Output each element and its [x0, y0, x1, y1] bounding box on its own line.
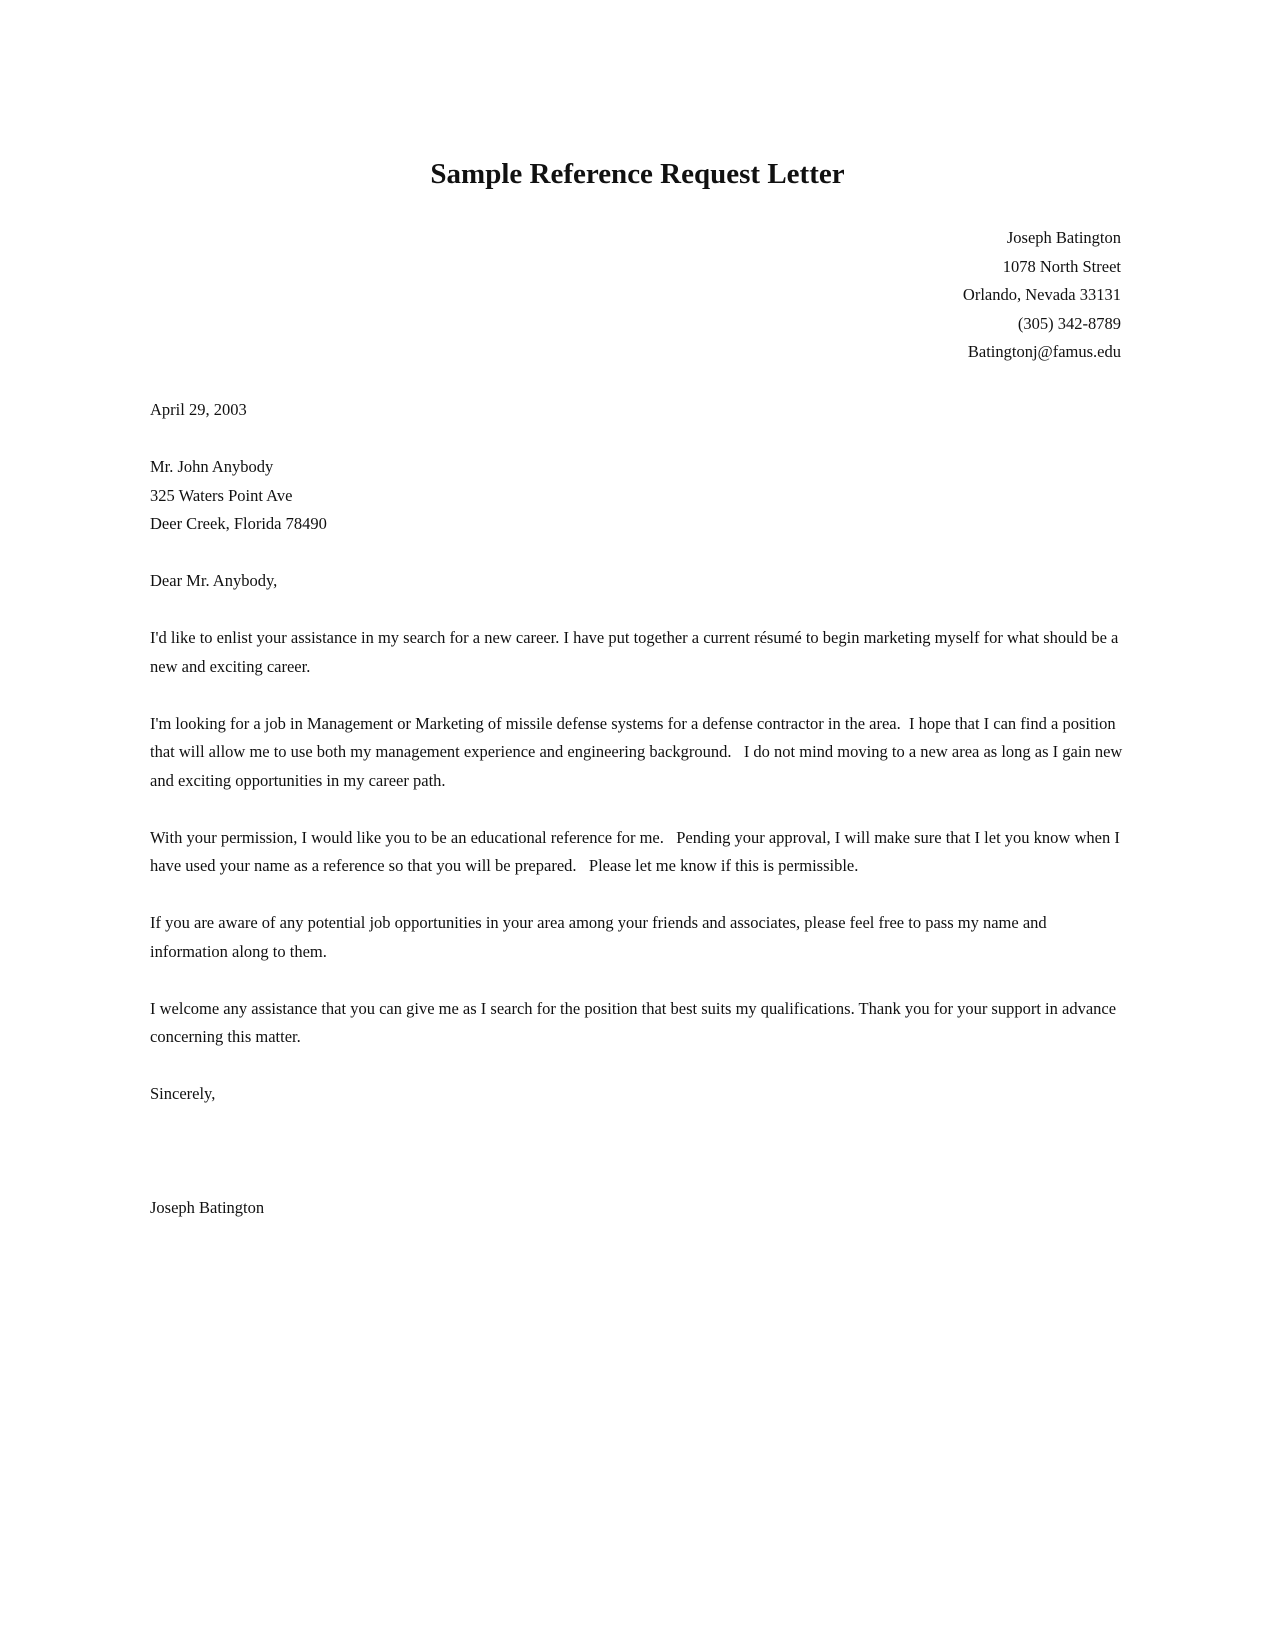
signature-name: Joseph Batington: [150, 1197, 265, 1217]
letter-date: April 29, 2003: [150, 400, 247, 419]
sender-street: 1078 North Street: [1002, 256, 1121, 276]
letter-title: Sample Reference Request Letter: [430, 158, 845, 190]
closing: Sincerely,: [150, 1084, 216, 1103]
sender-phone: (305) 342-8789: [1017, 313, 1121, 333]
letter-body: [150, 396, 1125, 1222]
paragraph-4: If you are aware of any potential job opportunities in your area among your friends and associates, please feel free to pass my name and information along to them.: [150, 913, 1051, 961]
recipient-city-state-zip: Deer Creek, Florida 78490: [150, 514, 327, 533]
sender-city-state-zip: Orlando, Nevada 33131: [962, 285, 1121, 304]
paragraph-3: With your permission, I would like you to be an educational reference for me. Pending your approval, I will make sure that I let you know when I have used your name as a reference so that you will be prepared. Please let me know if this is permissible.: [150, 827, 1124, 875]
recipient-street: 325 Waters Point Ave: [150, 485, 293, 505]
sender-address-block: [963, 224, 1121, 367]
recipient-address-block: [150, 453, 1125, 539]
paragraph-5: I welcome any assistance that you can give me as I search for the position that best suits my qualifications. Thank you for your support in advance concerning this matter.: [150, 998, 1121, 1046]
sender-name: Joseph Batington: [1006, 228, 1121, 247]
paragraph-2: I'm looking for a job in Management or Marketing of missile defense systems for a defense contractor in the area. I hope that I can find a position that will allow me to use both my management experience and engineering background. I do not mind moving to a new area as long as I gain new and exciting opportunities in my career path.: [150, 713, 1127, 790]
salutation: Dear Mr. Anybody,: [150, 571, 278, 590]
sender-email: Batingtonj@famus.edu: [967, 342, 1121, 361]
recipient-name: Mr. John Anybody: [150, 457, 274, 476]
paragraph-1: I'd like to enlist your assistance in my search for a new career. I have put together a current résumé to begin marketing myself for what should be a new and exciting career.: [150, 628, 1123, 676]
